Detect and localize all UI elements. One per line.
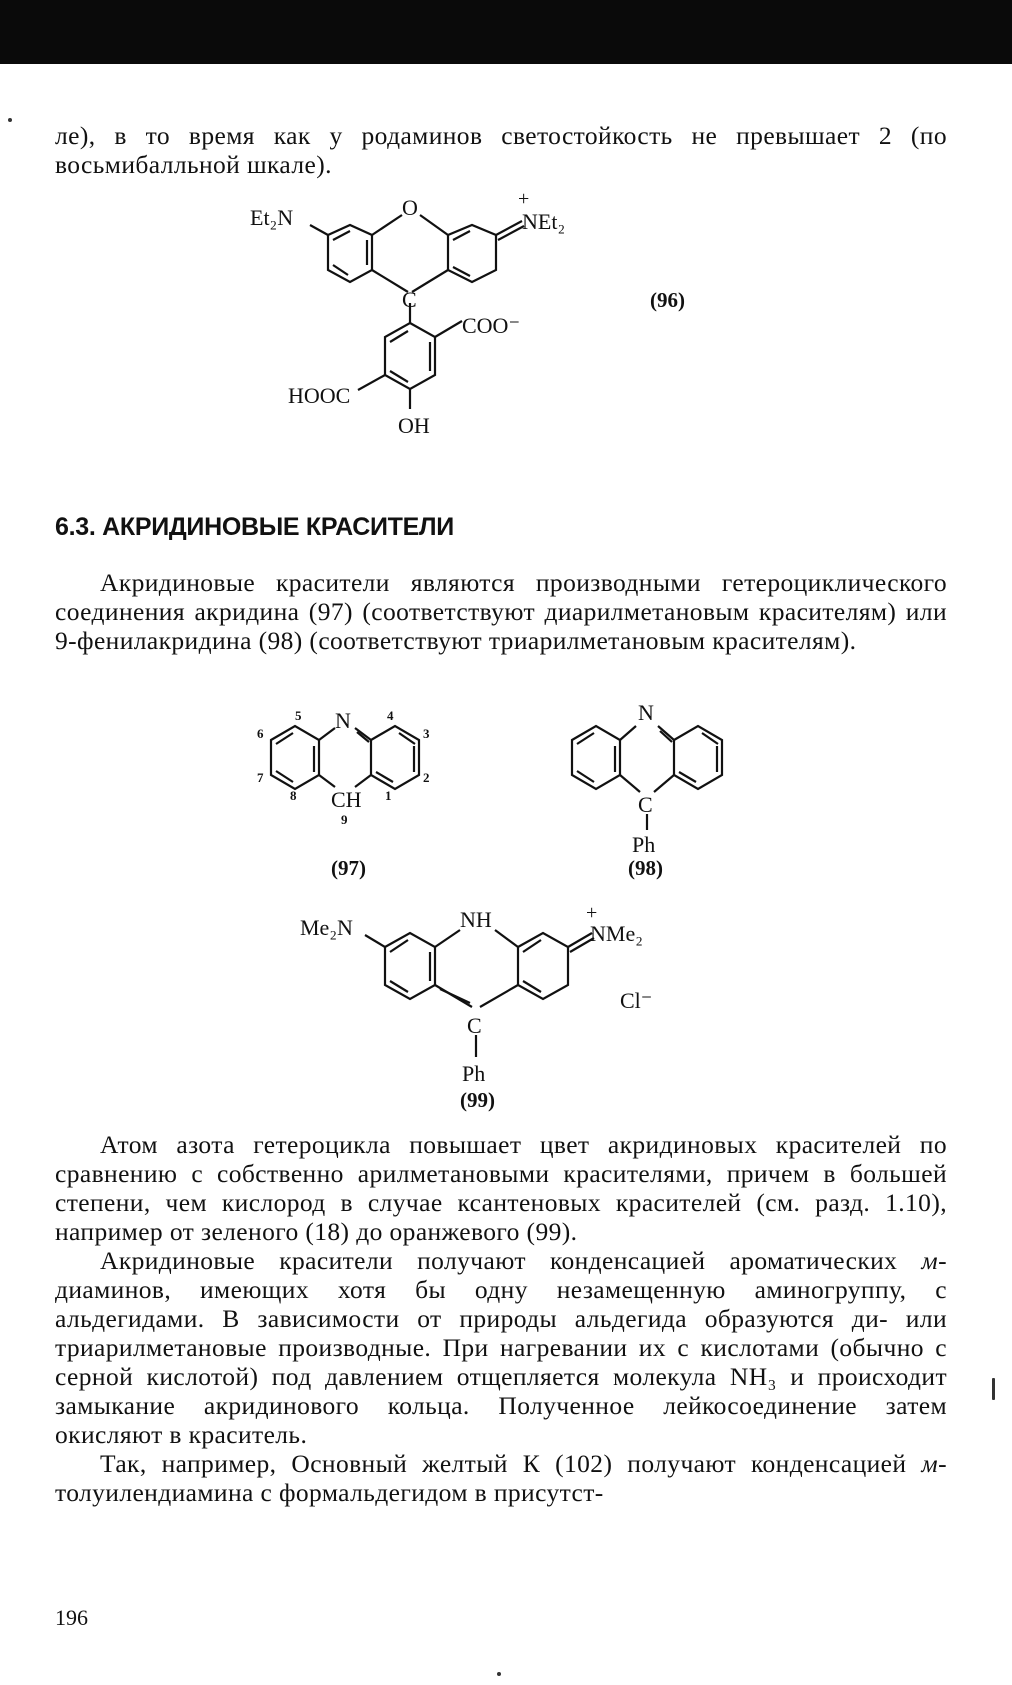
position-8: 8 (290, 788, 297, 803)
structure-96-xanthene-dye (240, 185, 685, 450)
paragraph-2-end: -диаминов, имеющих хотя бы одну незамещенную аминогруппу, с альдегидами. В зависимости от природы альдегида образуются ди- или триарилметановые производные. При нагревании их с кислотами (обычно с серной кислотой) под давлением отщепляется молекула NH₃ и происходит замыкание акридинового кольца. Полученное лейкосоединение затем окисляют в краситель. (55, 1246, 947, 1449)
paragraph-3-italic: м (921, 1449, 939, 1478)
scan-speck (497, 1672, 501, 1676)
paragraph-2 (55, 1246, 947, 1449)
position-3: 3 (423, 726, 430, 741)
label-n: N (335, 708, 351, 733)
position-5: 5 (295, 708, 302, 723)
label-c: C (402, 287, 417, 312)
structure-98-phenylacridine (560, 690, 780, 880)
paragraph-3 (55, 1449, 947, 1507)
label-plus: + (586, 902, 598, 924)
label-coo: COO⁻ (462, 313, 521, 338)
label-nme2: NMe₂ (590, 921, 643, 946)
label-o: O (402, 195, 418, 220)
label-et2n: Et₂N (250, 205, 294, 230)
position-2: 2 (423, 770, 430, 785)
scan-speck (8, 118, 12, 122)
position-6: 6 (257, 726, 264, 741)
compound-number-98: (98) (628, 856, 663, 880)
label-cl: Cl⁻ (620, 988, 653, 1013)
position-4: 4 (387, 708, 394, 723)
compound-number-99: (99) (460, 1088, 495, 1112)
scan-speck (992, 1378, 995, 1400)
label-nh: NH (460, 907, 492, 932)
paragraph-3-start: Так, например, Основный желтый К (102) получают конденсацией (100, 1449, 922, 1478)
paragraph-1: Атом азота гетероцикла повышает цвет акридиновых красителей по сравнению с собственно арилметановыми красителями, причем в большей степени, чем кислород в случае ксантеновых красителей (см. разд. 1.10), например от зеленого (18) до оранжевого (99). (55, 1130, 947, 1246)
structure-97-acridine (235, 690, 475, 880)
paragraph-top-text: ле), в то время как у родаминов светостойкость не превышает 2 (по восьмибалльной шкале). (55, 121, 947, 179)
label-me2n: Me₂N (300, 915, 353, 940)
compound-number-96: (96) (650, 288, 685, 312)
label-c: C (467, 1013, 482, 1038)
label-oh: OH (398, 413, 430, 438)
label-plus: + (518, 188, 530, 210)
label-ch: CH (331, 787, 362, 812)
section-heading: 6.3. АКРИДИНОВЫЕ КРАСИТЕЛИ (55, 513, 454, 541)
paragraph-3-end: -толуилендиамина с формальдегидом в присутст- (55, 1449, 947, 1507)
paragraph-2-start: Акридиновые красители получают конденсацией ароматических (100, 1246, 922, 1275)
position-9: 9 (341, 812, 348, 827)
paragraph-top (55, 121, 947, 179)
paragraph-intro-text: Акридиновые красители являются производными гетероциклического соединения акридина (97) (соответствуют диарилметановым красителям) или 9-фенилакридина (98) (соответствуют триарилметановым красителям). (55, 568, 947, 655)
label-n: N (638, 700, 654, 725)
scan-top-border (0, 0, 1012, 64)
paragraph-intro (55, 568, 947, 655)
position-7: 7 (257, 770, 264, 785)
label-ph: Ph (632, 832, 656, 857)
paragraph-2-italic: м (921, 1246, 939, 1275)
page-number: 196 (55, 1605, 88, 1630)
position-1: 1 (385, 788, 392, 803)
label-c: C (638, 792, 653, 817)
label-net2: NEt₂ (522, 209, 566, 234)
body-text (55, 1130, 947, 1507)
compound-number-97: (97) (331, 856, 366, 880)
label-hooc: HOOC (288, 383, 351, 408)
label-ph: Ph (462, 1061, 486, 1086)
structure-99-acridine-dye (300, 885, 720, 1110)
